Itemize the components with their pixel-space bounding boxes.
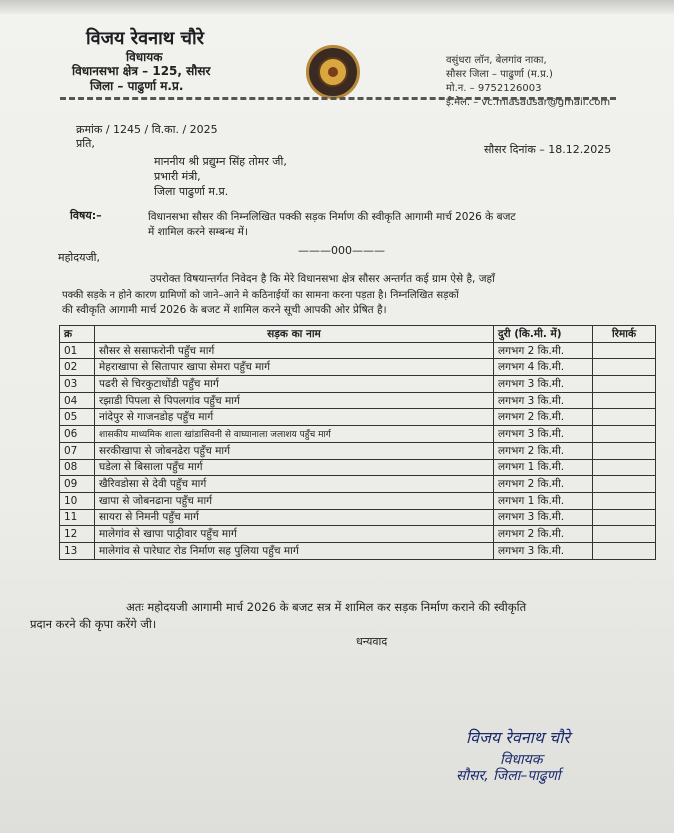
emblem-seal-icon bbox=[306, 45, 360, 99]
body-para-line1: उपरोक्त विषयान्तर्गत निवेदन है कि मेरे विधानसभा क्षेत्र सौसर अन्तर्गत कई ग्राम ऐसे है, जहाँ bbox=[150, 273, 495, 285]
row-distance: लगभग 3 कि.मी. bbox=[494, 426, 593, 443]
recipient-line1: माननीय श्री प्रद्युम्न सिंह तोमर जी, bbox=[154, 155, 287, 168]
letterhead-address-line1: वसुंधरा लॉन, बेलगांव नाका, bbox=[446, 55, 547, 66]
body-para-line3: की स्वीकृति आगामी मार्च 2026 के बजट में शामिल करने सूची आपकी ओर प्रेषित है। bbox=[62, 304, 387, 316]
letterhead-district: जिला – पाढुर्णा म.प्र. bbox=[90, 79, 184, 93]
table-row bbox=[60, 392, 656, 409]
row-distance: लगभग 2 कि.मी. bbox=[494, 442, 593, 459]
row-road-name: मालेगांव से पारेघाट रोड निर्माण सह पुलिया पहुँच मार्ग bbox=[95, 542, 494, 559]
subject-line2: में शामिल करने सम्बन्ध में। bbox=[148, 226, 248, 238]
row-distance: लगभग 2 कि.मी. bbox=[494, 409, 593, 426]
row-distance: लगभग 1 कि.मी. bbox=[494, 459, 593, 476]
row-road-name: सौसर से ससाफरोनी पहुँच मार्ग bbox=[95, 342, 494, 359]
table-header-row bbox=[60, 326, 656, 343]
signature-designation: विधायक bbox=[500, 752, 543, 768]
row-serial: 05 bbox=[60, 409, 95, 426]
reference-date: सौसर दिनांक – 18.12.2025 bbox=[484, 143, 612, 156]
row-remark bbox=[593, 509, 656, 526]
row-road-name: शासकीय माध्यमिक शाला खांडासिवनी से वाघ्यानाला जलाशय पहुँच मार्ग bbox=[95, 426, 494, 443]
table-row bbox=[60, 342, 656, 359]
row-road-name: पढरी से चिरकुटाधोंडी पहुँच मार्ग bbox=[95, 376, 494, 393]
table-row bbox=[60, 359, 656, 376]
row-distance: लगभग 4 कि.मी. bbox=[494, 359, 593, 376]
row-road-name: नांदेपुर से गाजनडोह पहुँच मार्ग bbox=[95, 409, 494, 426]
subject-line1: विधानसभा सौसर की निम्नलिखित पक्की सड़क निर्माण की स्वीकृति आगामी मार्च 2026 के बजट bbox=[148, 211, 516, 223]
header-serial: क्र bbox=[60, 326, 95, 343]
row-road-name: सायरा से निमनी पहुँच मार्ग bbox=[95, 509, 494, 526]
row-serial: 04 bbox=[60, 392, 95, 409]
row-serial: 06 bbox=[60, 426, 95, 443]
letterhead-mobile: मो.न. – 9752126003 bbox=[446, 83, 542, 94]
header-remark: रिमार्क bbox=[593, 326, 656, 343]
row-serial: 03 bbox=[60, 376, 95, 393]
row-distance: लगभग 2 कि.मी. bbox=[494, 476, 593, 493]
recipient-line2: प्रभारी मंत्री, bbox=[154, 170, 201, 183]
row-remark bbox=[593, 409, 656, 426]
row-serial: 02 bbox=[60, 359, 95, 376]
row-remark bbox=[593, 342, 656, 359]
table-row bbox=[60, 542, 656, 559]
table-row bbox=[60, 459, 656, 476]
row-distance: लगभग 3 कि.मी. bbox=[494, 509, 593, 526]
row-remark bbox=[593, 492, 656, 509]
table-row bbox=[60, 492, 656, 509]
salutation: महोदयजी, bbox=[58, 251, 100, 264]
row-distance: लगभग 2 कि.मी. bbox=[494, 342, 593, 359]
reference-prati: प्रति, bbox=[76, 137, 95, 150]
row-remark bbox=[593, 526, 656, 543]
closing-line1: अतः महोदयजी आगामी मार्च 2026 के बजट सत्र में शामिल कर सड़क निर्माण कराने की स्वीकृति bbox=[126, 600, 527, 614]
row-distance: लगभग 1 कि.मी. bbox=[494, 492, 593, 509]
table-row bbox=[60, 442, 656, 459]
row-road-name: खापा से जोबनढाना पहुँच मार्ग bbox=[95, 492, 494, 509]
row-serial: 09 bbox=[60, 476, 95, 493]
table-row bbox=[60, 376, 656, 393]
table-row bbox=[60, 409, 656, 426]
row-remark bbox=[593, 476, 656, 493]
row-road-name: सरकीखापा से जोबनढेरा पहुँच मार्ग bbox=[95, 442, 494, 459]
page-shadow bbox=[0, 0, 674, 14]
letterhead-divider bbox=[60, 97, 616, 100]
row-distance: लगभग 2 कि.मी. bbox=[494, 526, 593, 543]
row-remark bbox=[593, 392, 656, 409]
signature-place: सौसर, जिला–पाढुर्णा bbox=[456, 768, 561, 784]
row-serial: 13 bbox=[60, 542, 95, 559]
table-row bbox=[60, 509, 656, 526]
row-serial: 12 bbox=[60, 526, 95, 543]
row-serial: 10 bbox=[60, 492, 95, 509]
letterhead-address-line2: सौसर जिला – पाढुर्णा (म.प्र.) bbox=[446, 69, 553, 80]
letterhead-designation: विधायक bbox=[126, 50, 163, 64]
body-para-line2: पक्की सड़के न होने कारण ग्रामिणों को जाने–आने मे कठिनाईयों का सामना करना पड़ता है। निम्नलिखित सड़कों bbox=[62, 290, 459, 301]
row-road-name: खैरिवडोसा से देवी पहुँच मार्ग bbox=[95, 476, 494, 493]
reference-number: क्रमांक / 1245 / वि.का. / 2025 bbox=[76, 123, 218, 136]
letterhead-constituency: विधानसभा क्षेत्र – 125, सौसर bbox=[72, 64, 211, 78]
row-remark bbox=[593, 442, 656, 459]
subject-label: विषय:– bbox=[70, 209, 102, 222]
row-remark bbox=[593, 459, 656, 476]
row-serial: 11 bbox=[60, 509, 95, 526]
row-road-name: घडेला से बिसाला पहुँच मार्ग bbox=[95, 459, 494, 476]
row-distance: लगभग 3 कि.मी. bbox=[494, 392, 593, 409]
row-distance: लगभग 3 कि.मी. bbox=[494, 542, 593, 559]
recipient-line3: जिला पाढुर्णा म.प्र. bbox=[154, 185, 229, 198]
header-distance: दुरी (कि.मी. में) bbox=[494, 326, 593, 343]
row-serial: 07 bbox=[60, 442, 95, 459]
letterhead-name: विजय रेवनाथ चौरे bbox=[86, 28, 204, 49]
row-distance: लगभग 3 कि.मी. bbox=[494, 376, 593, 393]
row-remark bbox=[593, 359, 656, 376]
header-road-name: सड़क का नाम bbox=[95, 326, 494, 343]
roads-table bbox=[59, 325, 656, 560]
subject-separator: ———000——— bbox=[298, 244, 385, 257]
signature-name: विजय रेवनाथ चौरे bbox=[466, 728, 570, 747]
row-remark bbox=[593, 376, 656, 393]
row-serial: 08 bbox=[60, 459, 95, 476]
row-road-name: रझाडी पिपला से पिपलगांव पहुँच मार्ग bbox=[95, 392, 494, 409]
table-row bbox=[60, 426, 656, 443]
row-road-name: मालेगांव से खापा पाठ्रीवार पहुँच मार्ग bbox=[95, 526, 494, 543]
closing-thanks: धन्यवाद bbox=[356, 635, 388, 648]
row-road-name: मेहराखापा से सितापार खापा सेमरा पहुँच मार्ग bbox=[95, 359, 494, 376]
row-serial: 01 bbox=[60, 342, 95, 359]
row-remark bbox=[593, 426, 656, 443]
table-row bbox=[60, 526, 656, 543]
letterhead-email: ई.मेल. – vc.mlasausar@gmail.com bbox=[446, 97, 611, 108]
table-row bbox=[60, 476, 656, 493]
row-remark bbox=[593, 542, 656, 559]
closing-line2: प्रदान करने की कृपा करेंगे जी। bbox=[30, 617, 157, 631]
